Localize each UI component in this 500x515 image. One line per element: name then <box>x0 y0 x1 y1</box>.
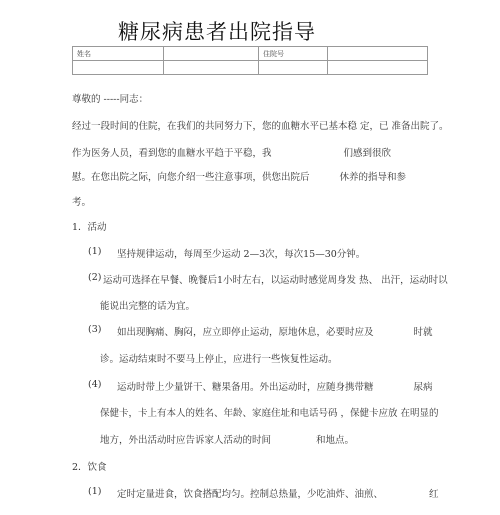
text-segment: 红 <box>429 489 439 500</box>
text-segment: 时就 <box>413 327 433 338</box>
list-item-text <box>100 432 354 446</box>
paragraph-line: 考。 <box>72 197 92 208</box>
item-number: (4) <box>88 379 102 390</box>
text-segment: 作为医务人员，看到您的血糖水平趋于平稳，我 <box>72 148 272 159</box>
empty-cell <box>259 61 328 75</box>
text-segment: 和地点。 <box>316 435 355 446</box>
section-heading-diet: 2．饮食 <box>72 462 107 473</box>
empty-cell <box>164 61 259 75</box>
admission-label-cell: 住院号 <box>259 47 328 61</box>
text-segment: 尿病 <box>413 382 433 393</box>
list-item-text <box>117 486 439 500</box>
text-segment: 定时定量进食，饮食搭配均匀。控制总热量，少吃油炸、油煎、 <box>117 489 384 500</box>
list-item-text: 保健卡，卡上有本人的姓名、年龄、家庭住址和电话号码 ，保健卡应放 在明显的 <box>100 408 439 419</box>
list-item-text: 坚持规律运动，每周至少运动 2—3次，每次15—30分钟。 <box>117 249 366 260</box>
text-segment: 如出现胸痛、胸闷，应立即停止运动，原地休息，必要时应及 <box>117 327 374 338</box>
text-segment: 慰。在您出院之际，向您介绍一些注意事项，供您出院后 <box>72 172 310 183</box>
text-segment: 们感到很欣 <box>343 148 392 159</box>
name-value-cell <box>164 47 259 61</box>
text-segment: 休养的指导和参 <box>339 172 407 183</box>
section-heading-activity: 1．活动 <box>72 222 107 233</box>
item-number: (3) <box>88 324 102 335</box>
text-segment: 地方，外出活动时应告诉家人活动的时间 <box>100 435 272 446</box>
document-title: 糖尿病患者出院指导 <box>118 20 316 44</box>
item-number: (1) <box>88 246 102 257</box>
list-item-text: 诊。运动结束时不要马上停止，应进行一些恢复性运动。 <box>100 354 338 365</box>
empty-cell <box>328 61 428 75</box>
admission-value-cell <box>328 47 428 61</box>
item-number: (2) <box>88 272 102 283</box>
paragraph-line: 经过一段时间的住院，在我们的共同努力下，您的血糖水平已基本稳 定，已 准备出院了。 <box>72 121 449 132</box>
name-label-cell: 姓名 <box>73 47 164 61</box>
list-item-text <box>117 324 433 338</box>
list-item-text: 能说出完整的话为宜。 <box>100 301 196 312</box>
list-item-text <box>117 379 433 393</box>
paragraph-line <box>72 169 406 183</box>
paragraph-line <box>72 145 391 159</box>
text-segment: 运动时带上少量饼干、糖果备用。外出运动时，应随身携带糖 <box>117 382 374 393</box>
empty-cell <box>73 61 164 75</box>
patient-info-table <box>72 46 428 75</box>
salutation: 尊敬的 -----同志： <box>72 94 149 105</box>
item-number: (1) <box>88 486 102 497</box>
list-item-text: 运动可选择在早餐、晚餐后1小时左右，以运动时感觉周身发 热、 出汗，运动时以 <box>103 275 448 286</box>
